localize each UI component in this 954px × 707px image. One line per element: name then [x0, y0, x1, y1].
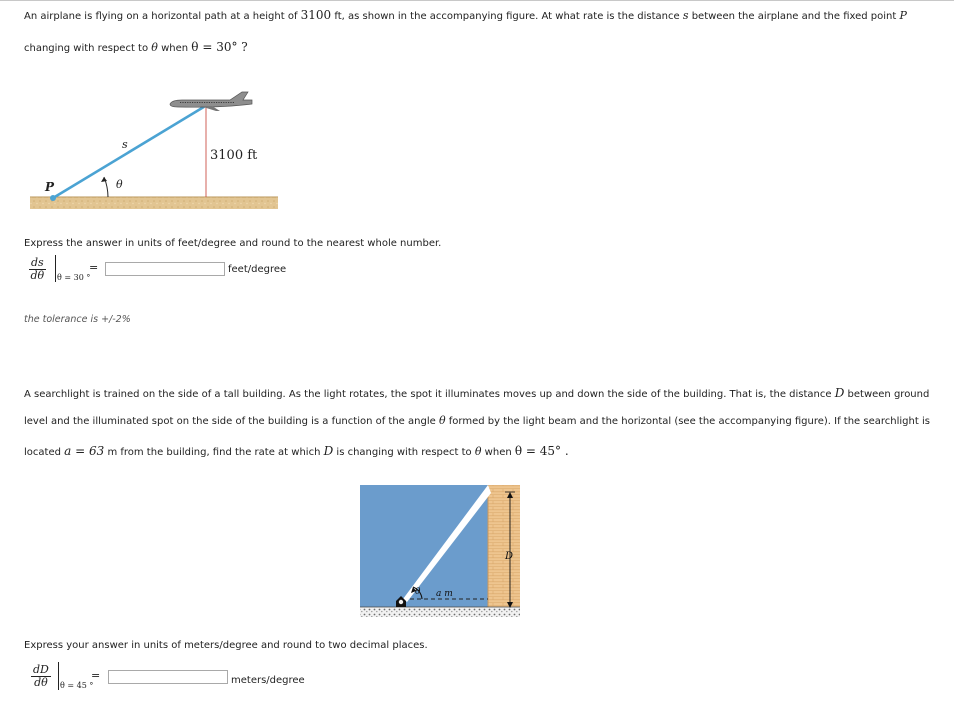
point-P-marker [50, 195, 56, 201]
evaluation-bar-2 [58, 662, 59, 690]
problem2-unit: meters/degree [231, 675, 305, 686]
sky-background [360, 485, 488, 607]
problem2-line2: level and the illuminated spot on the side of the building is a function of the angle θ formed by the light beam and the horizontal (see the accompanying figure). If the searchlight is [24, 414, 930, 427]
tolerance-note: the tolerance is +/-2% [24, 314, 131, 325]
distance-line-s [53, 105, 207, 198]
building-wall [488, 485, 520, 607]
figure2-label-theta: θ [415, 587, 421, 597]
distance-expression: a = 63 [64, 444, 105, 458]
derivative-denominator: dθ [30, 269, 45, 282]
problem1-derivative [29, 257, 46, 282]
angle-arrow [101, 177, 107, 182]
derivative-subscript: θ = 30 ° [57, 273, 91, 282]
figure1-label-P: P [45, 180, 55, 194]
airplane-icon [170, 92, 252, 111]
problem1-line1: An airplane is flying on a horizontal path at a height of 3100 ft, as shown in the accompanying figure. At what rate is the distance s between the airplane and the fixed point P [24, 8, 907, 22]
figure1-label-s: s [122, 138, 128, 151]
problem1-condition: θ = 30° ? [191, 40, 248, 54]
problem2-condition: θ = 45° . [514, 444, 569, 458]
derivative2-numerator: dD [33, 663, 49, 676]
problem1-unit: feet/degree [228, 264, 287, 275]
airplane-figure [20, 85, 290, 217]
answer-input-problem2[interactable] [108, 670, 228, 684]
ground [30, 197, 278, 209]
figure1-label-theta: θ [116, 178, 123, 191]
figure1-label-height: 3100 ft [210, 148, 258, 163]
equals-sign-2: = [91, 669, 101, 682]
equals-sign: = [89, 261, 99, 274]
derivative2-denominator: dθ [34, 676, 48, 689]
problem2-derivative [31, 664, 51, 689]
figure2-label-am: a m [436, 589, 453, 599]
ground-strip [360, 607, 520, 617]
derivative2-subscript: θ = 45 ° [60, 681, 94, 690]
problem2-line3: located a = 63 m from the building, find the rate at which D is changing with respect to θ when θ = 45° . [24, 444, 569, 458]
figure2-label-D: D [505, 551, 514, 562]
problem2-line1: A searchlight is trained on the side of a tall building. As the light rotates, the spot it illuminates moves up and down the side of the building. That is, the distance D between ground [24, 386, 930, 400]
top-divider [0, 0, 954, 1]
derivative-numerator: ds [31, 256, 44, 269]
answer-input-problem1[interactable] [105, 262, 225, 276]
problem1-line2: changing with respect to θ when θ = 30° ? [24, 40, 248, 54]
problem2-instruction: Express your answer in units of meters/degree and round to two decimal places. [24, 640, 428, 651]
height-value: 3100 [300, 8, 332, 22]
evaluation-bar [55, 255, 56, 282]
searchlight-figure [358, 483, 524, 619]
problem1-instruction: Express the answer in units of feet/degree and round to the nearest whole number. [24, 238, 442, 249]
